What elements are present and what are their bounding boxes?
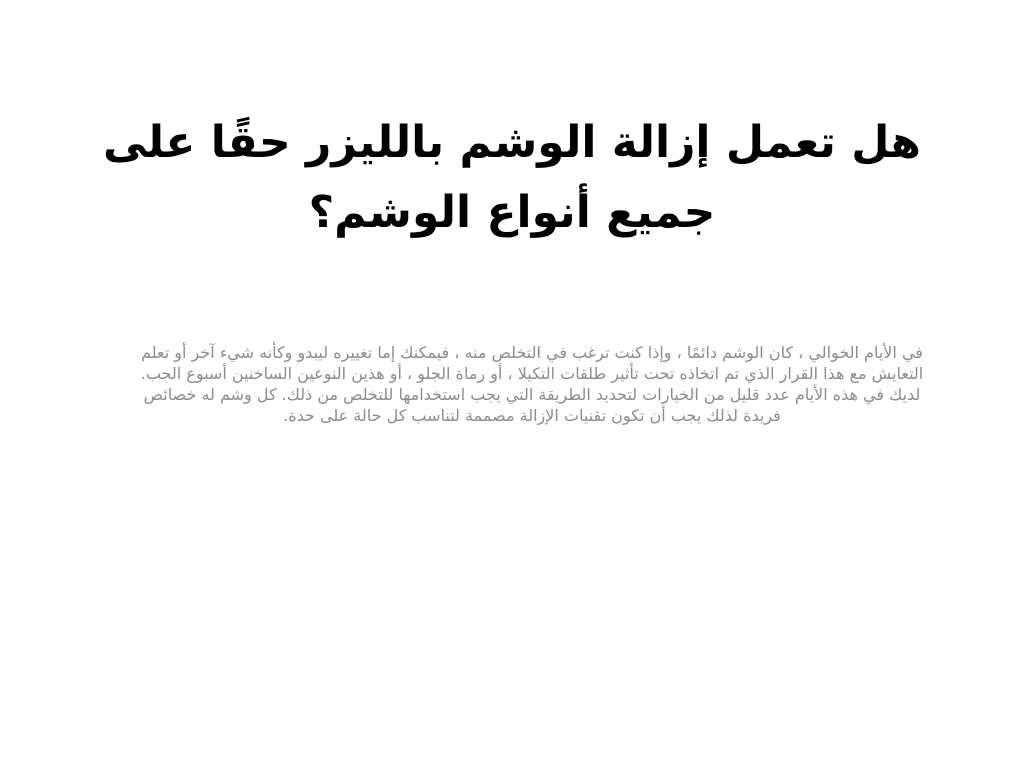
slide-body-text: في الأيام الخوالي ، كان الوشم دائمًا ، وإذا كنت ترغب في التخلص منه ، فيمكنك إما تغييره ليبدو وكأنه شيء آخر أو تعلم التعايش مع هذا القرار الذي تم اتخاذه تحت تأثير طلقات التكيلا ، أو رماة الجلو ، أو هذين النوعين الساخنين أسبوع الحب. لديك في هذه الأيام عدد قليل من الخيارات لتحديد الطريقة التي يجب استخدامها للتخلص من ذلك. كل وشم له خصائص فريدة لذلك يجب أن تكون تقنيات الإزالة مصممة لتناسب كل حالة على حدة. (140, 343, 924, 425)
slide-title: هل تعمل إزالة الوشم بالليزر حقًا على جميع أنواع الوشم؟ (102, 117, 922, 238)
